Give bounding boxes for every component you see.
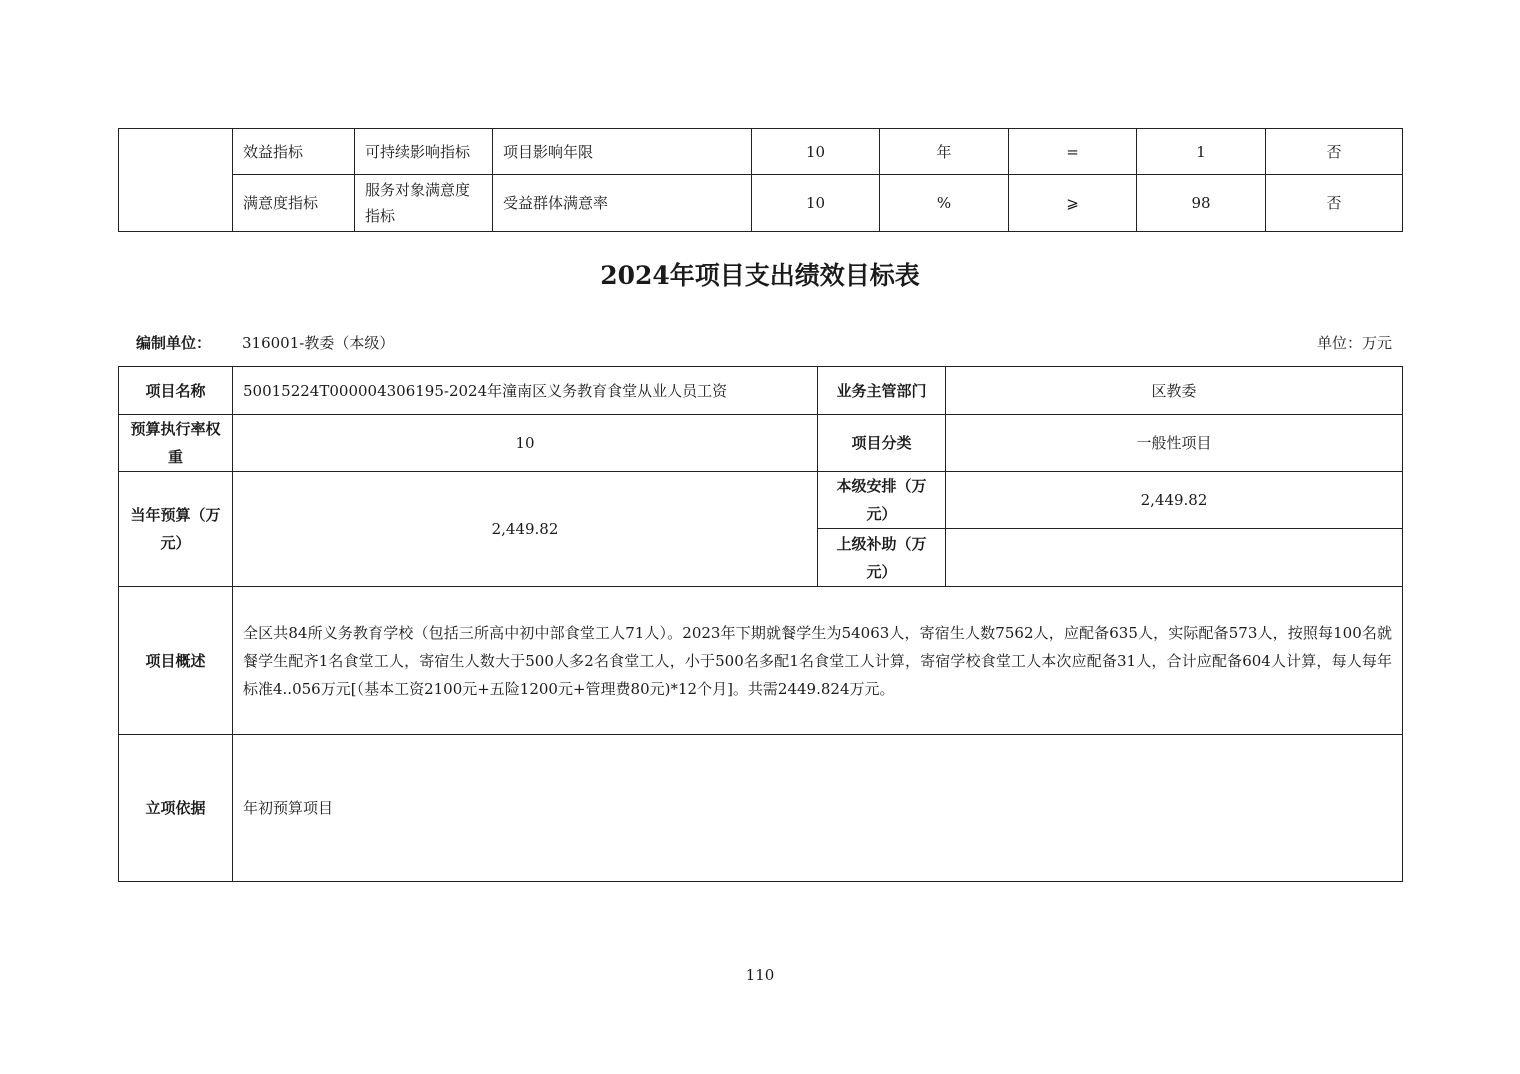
- prepared-by-value: 316001-教委（本级）: [242, 334, 395, 352]
- dept-value: 区教委: [946, 367, 1403, 415]
- indicator-target: 1: [1137, 129, 1266, 175]
- level3-indicator: 可持续影响指标: [355, 129, 493, 175]
- level2-indicator: 满意度指标: [233, 175, 355, 232]
- level3-indicator: 服务对象满意度指标: [355, 175, 493, 232]
- table-cell-blank: [119, 129, 233, 232]
- project-info-table: [118, 366, 1403, 882]
- indicator-table-continued: [118, 128, 1403, 232]
- indicator-name: 受益群体满意率: [493, 175, 752, 232]
- exec-rate-label: 预算执行率权重: [119, 415, 233, 472]
- basis-value: 年初预算项目: [233, 735, 1403, 882]
- project-name-value: 50015224T000004306195-2024年潼南区义务教育食堂从业人员工资: [233, 367, 818, 415]
- table-row: [119, 175, 1403, 232]
- local-label: 本级安排（万元）: [818, 472, 946, 529]
- dept-label: 业务主管部门: [818, 367, 946, 415]
- overview-label: 项目概述: [119, 587, 233, 735]
- project-name-label: 项目名称: [119, 367, 233, 415]
- exec-rate-value: 10: [233, 415, 818, 472]
- indicator-target: 98: [1137, 175, 1266, 232]
- table-row: [119, 129, 1403, 175]
- page-title: 2024年项目支出绩效目标表: [600, 261, 920, 290]
- overview-value: 全区共84所义务教育学校（包括三所高中初中部食堂工人71人）。2023年下期就餐学生为54063人，寄宿生人数7562人，应配备635人，实际配备573人，按照每100名就餐学生配齐1名食堂工人，寄宿生人数大于500人多2名食堂工人，小于500名多配1名食堂工人计算，寄宿学校食堂工人本次应配备31人，合计应配备604人计算，每人每年标准4..056万元[（基本工资2100元+五险1200元+管理费80元)*12个月]。共需2449.824万元。: [233, 587, 1403, 735]
- indicator-weight: 10: [752, 175, 880, 232]
- indicator-weight: 10: [752, 129, 880, 175]
- table-row: [119, 587, 1403, 735]
- category-value: 一般性项目: [946, 415, 1403, 472]
- budget-label: 当年预算（万元）: [119, 472, 233, 587]
- table-row: [119, 472, 1403, 529]
- indicator-flag: 否: [1266, 175, 1403, 232]
- table-row: [119, 415, 1403, 472]
- table-row: [119, 735, 1403, 882]
- level2-indicator: 效益指标: [233, 129, 355, 175]
- table-row: [119, 367, 1403, 415]
- indicator-operator: =: [1009, 129, 1137, 175]
- indicator-unit: %: [880, 175, 1009, 232]
- subsidy-label: 上级补助（万元）: [818, 529, 946, 587]
- currency-unit: 单位：万元: [1316, 334, 1392, 352]
- indicator-unit: 年: [880, 129, 1009, 175]
- indicator-flag: 否: [1266, 129, 1403, 175]
- category-label: 项目分类: [818, 415, 946, 472]
- indicator-name: 项目影响年限: [493, 129, 752, 175]
- subsidy-value: [946, 529, 1403, 587]
- prepared-by-label: 编制单位：: [136, 334, 212, 352]
- page-number: 110: [745, 966, 775, 984]
- local-value: 2,449.82: [946, 472, 1403, 529]
- indicator-operator: ⩾: [1009, 175, 1137, 232]
- budget-value: 2,449.82: [233, 472, 818, 587]
- basis-label: 立项依据: [119, 735, 233, 882]
